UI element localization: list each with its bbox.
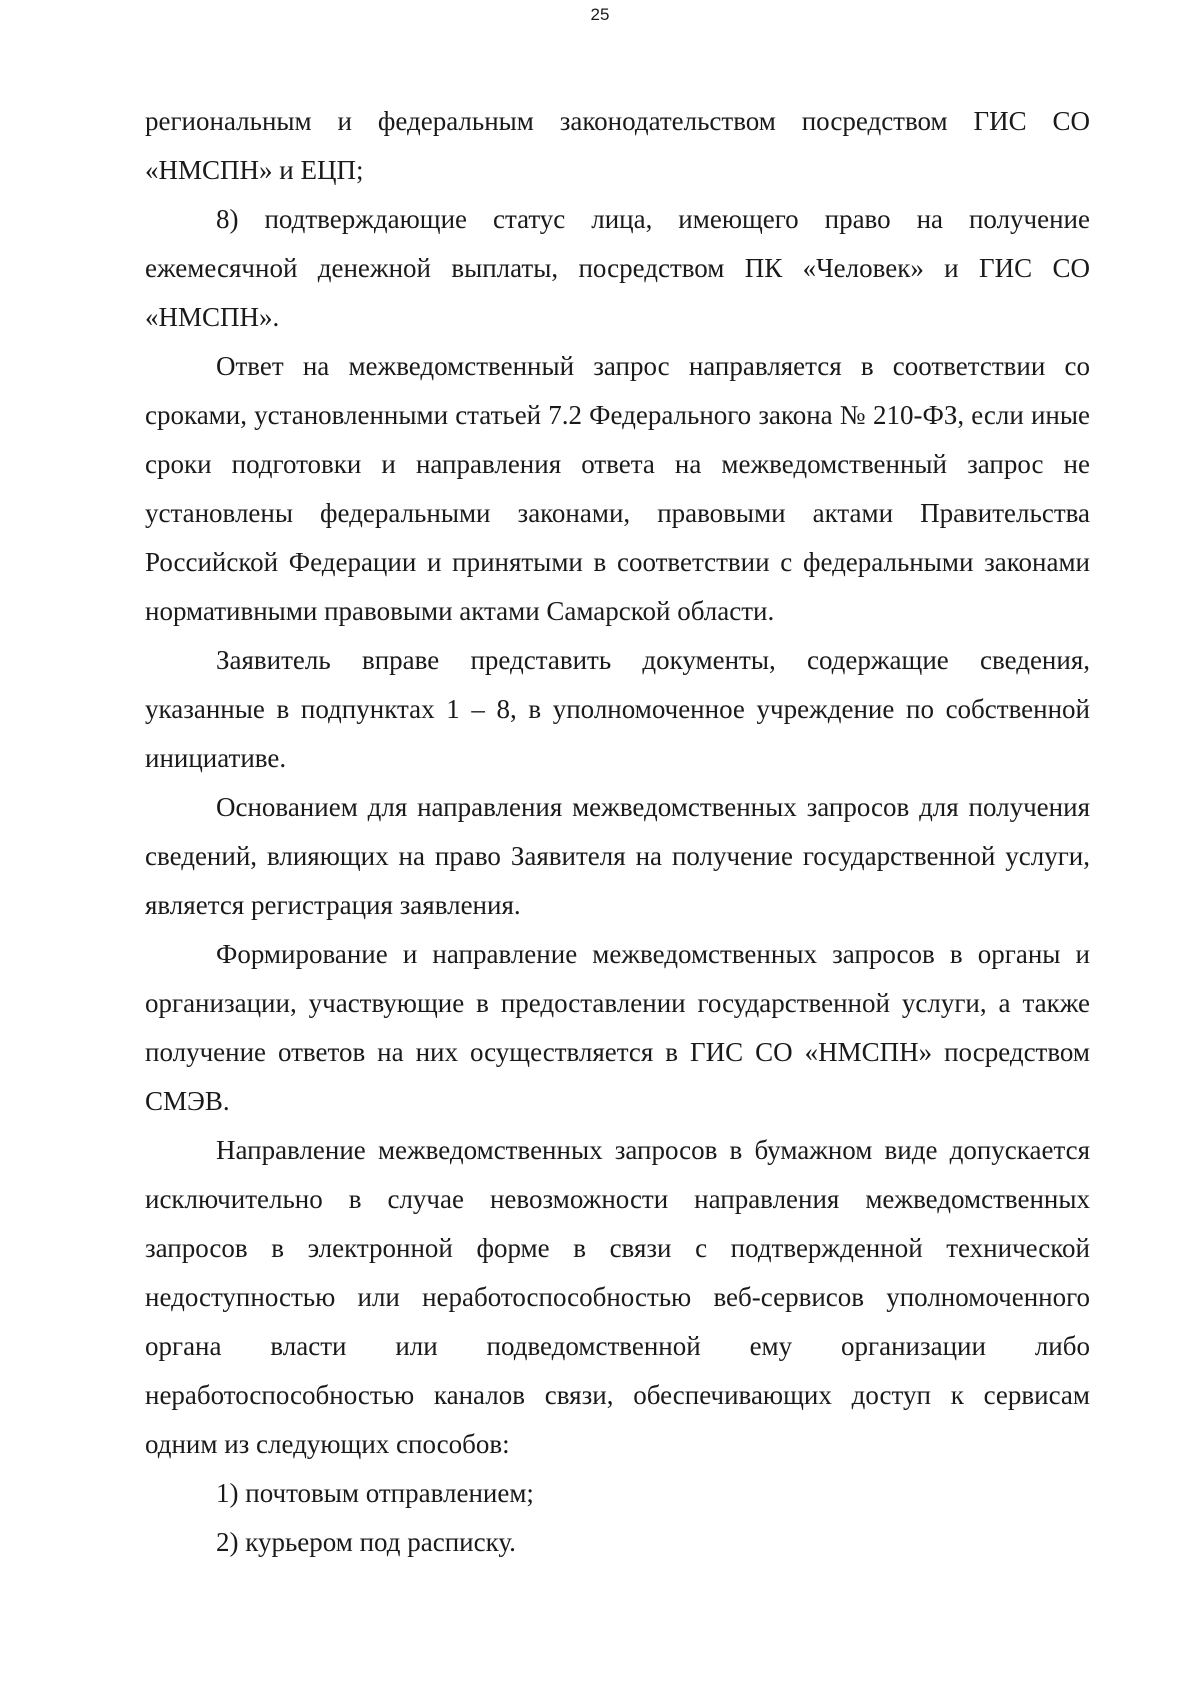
document-body bbox=[145, 97, 1090, 1567]
paragraph-applicant-right: Заявитель вправе представить документы, содержащие сведения, указанные в подпунктах 1 – 8, в уполномоченное учреждение по собственной инициативе. bbox=[145, 645, 1090, 773]
paragraph-continuation: региональным и федеральным законодательством посредством ГИС СО «НМСПН» и ЕЦП; bbox=[145, 106, 1090, 185]
list-item-1: 1) почтовым отправлением; bbox=[216, 1478, 534, 1508]
list-item-2: 2) курьером под расписку. bbox=[216, 1527, 516, 1557]
paragraph-response-deadlines: Ответ на межведомственный запрос направляется в соответствии со сроками, установленными статьей 7.2 Федерального закона № 210-ФЗ, если иные сроки подготовки и направления ответа на межведомственный запрос не установлены федеральными законами, правовыми актами Правительства Российской Федерации и принятыми в соответствии с федеральными законами нормативными правовыми актами Самарской области. bbox=[145, 351, 1090, 626]
list-item-8: 8) подтверждающие статус лица, имеющего право на получение ежемесячной денежной выплаты, посредством ПК «Человек» и ГИС СО «НМСПН». bbox=[145, 204, 1090, 332]
page-number: 25 bbox=[590, 5, 610, 24]
paragraph-request-forming: Формирование и направление межведомственных запросов в органы и организации, участвующие в предоставлении государственной услуги, а также получение ответов на них осуществляется в ГИС СО «НМСПН» посредством СМЭВ. bbox=[145, 939, 1090, 1116]
paragraph-request-basis: Основанием для направления межведомственных запросов для получения сведений, влияющих на право Заявителя на получение государственной услуги, является регистрация заявления. bbox=[145, 792, 1090, 920]
paragraph-paper-requests: Направление межведомственных запросов в бумажном виде допускается исключительно в случае невозможности направления межведомственных запросов в электронной форме в связи с подтвержденной технической недоступностью или неработоспособностью веб-сервисов уполномоченного органа власти или подведомственной ему организации либо неработоспособностью каналов связи, обеспечивающих доступ к сервисам одним из следующих способов: bbox=[145, 1135, 1090, 1459]
